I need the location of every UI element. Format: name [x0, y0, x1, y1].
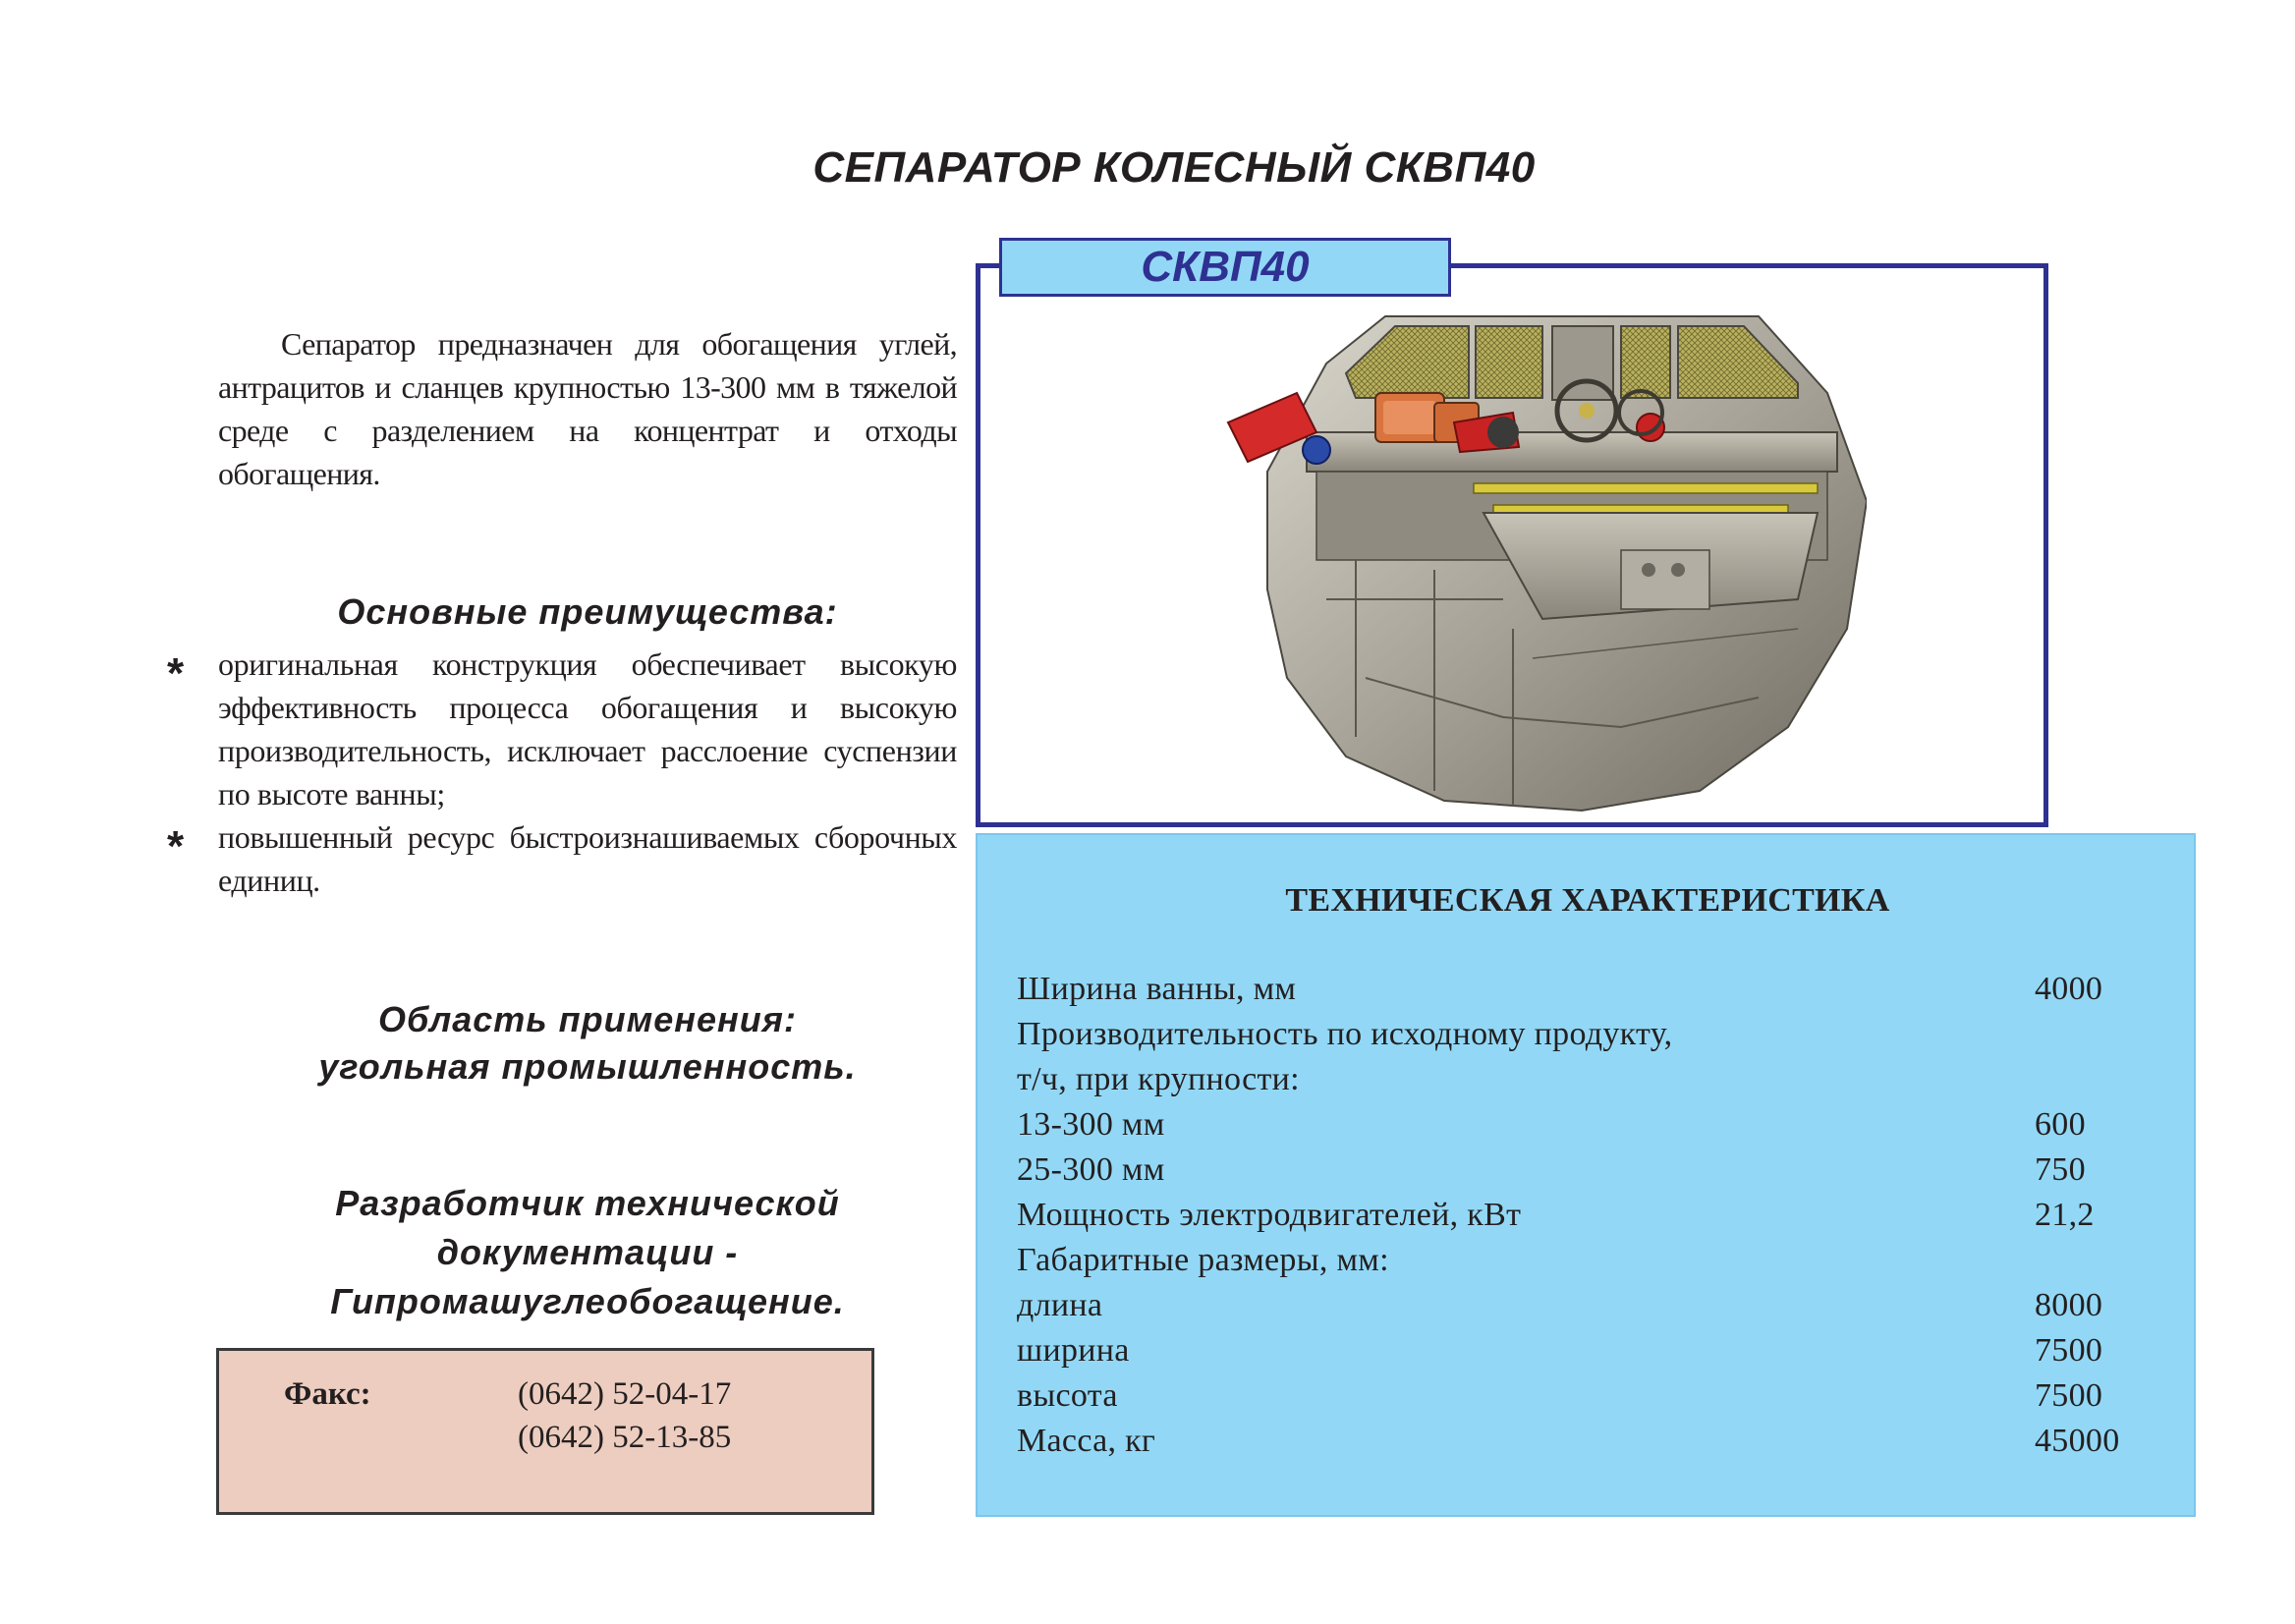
model-tab: СКВП40 [999, 238, 1451, 297]
spec-value: 600 [2035, 1106, 2086, 1143]
spec-row [1017, 1419, 2166, 1464]
fax-contact-box [216, 1348, 874, 1515]
developer-line: документации - [436, 1232, 739, 1272]
application-value: угольная промышленность. [318, 1046, 857, 1087]
advantages-heading: Основные преимущества: [337, 591, 838, 632]
spec-value: 4000 [2035, 971, 2103, 1007]
spec-label: Ширина ванны, мм [1017, 971, 1297, 1007]
intro-paragraph: Сепаратор предназначен для обогащения углей, антрацитов и сланцев крупностью 13-300 мм в тяжелой среде с разделением на концентрат и отходы обогащения. [218, 326, 957, 491]
spec-label: Производительность по исходному продукту, [1017, 1016, 1673, 1052]
spec-row [1017, 1373, 2166, 1419]
application-area [218, 996, 957, 1091]
spec-label: Габаритные размеры, мм: [1017, 1242, 1389, 1278]
application-label: Область применения: [378, 999, 797, 1039]
spec-row [1017, 1148, 2166, 1193]
spec-row [1017, 1238, 2166, 1283]
developer-name: Гипромашуглеобогащение. [330, 1281, 845, 1321]
spec-row [1017, 1193, 2166, 1238]
specifications-panel [976, 833, 2196, 1517]
spec-label: длина [1017, 1287, 1103, 1323]
asterisk-bullet-icon: * [167, 822, 185, 870]
advantage-item: оригинальная конструкция обеспечивает высокую эффективность процесса обогащения и высокую производительность, исключает расслоение суспензии по высоте ванны; [218, 646, 957, 812]
spec-value: 21,2 [2035, 1197, 2095, 1233]
asterisk-bullet-icon: * [167, 649, 185, 698]
specifications-title: ТЕХНИЧЕСКАЯ ХАРАКТЕРИСТИКА [1285, 882, 1890, 919]
advantage-item: повышенный ресурс быстроизнашиваемых сборочных единиц. [218, 819, 957, 898]
spec-value: 8000 [2035, 1287, 2103, 1323]
spec-row [1017, 1102, 2166, 1148]
spec-label: 25-300 мм [1017, 1151, 1165, 1188]
spec-row [1017, 1057, 2166, 1102]
spec-value: 7500 [2035, 1377, 2103, 1414]
spec-value: 45000 [2035, 1423, 2120, 1459]
developer-info [218, 1179, 957, 1326]
spec-label: 13-300 мм [1017, 1106, 1165, 1143]
spec-row [1017, 1012, 2166, 1057]
fax-number: (0642) 52-04-17 [518, 1376, 732, 1412]
spec-value: 750 [2035, 1151, 2086, 1188]
spec-row [1017, 1283, 2166, 1328]
developer-line: Разработчик технической [335, 1183, 840, 1223]
spec-label: т/ч, при крупности: [1017, 1061, 1300, 1097]
spec-row [1017, 967, 2166, 1012]
spec-value: 7500 [2035, 1332, 2103, 1369]
page-title: СЕПАРАТОР КОЛЕСНЫЙ СКВП40 [812, 143, 1536, 192]
separator-machine-image [1208, 305, 1867, 815]
spec-label: Мощность электродвигателей, кВт [1017, 1197, 1522, 1233]
spec-label: Масса, кг [1017, 1423, 1156, 1459]
spec-label: высота [1017, 1377, 1118, 1414]
fax-label: Факс: [284, 1376, 371, 1412]
spec-row [1017, 1328, 2166, 1373]
spec-label: ширина [1017, 1332, 1130, 1369]
fax-number: (0642) 52-13-85 [518, 1420, 732, 1455]
